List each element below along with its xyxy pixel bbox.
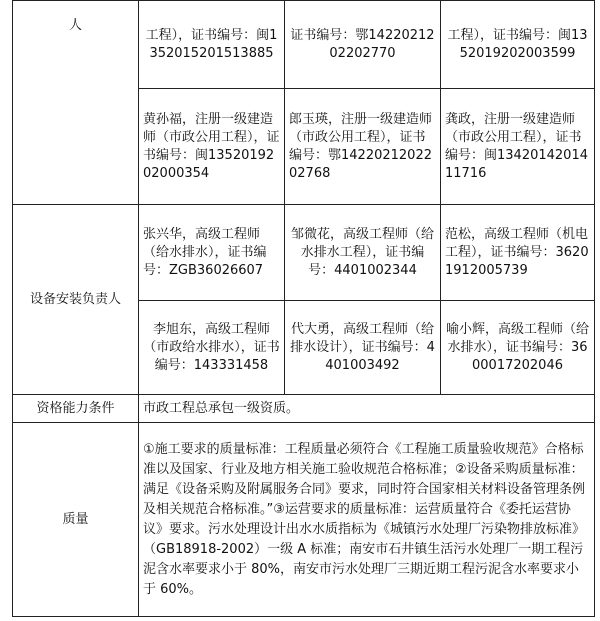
- cell-r1-c1: 工程），证书编号：闽1352015201513885: [139, 1, 285, 89]
- row-label-equipment-install: 设备安装负责人: [13, 205, 139, 395]
- cell-qualification-value: 市政工程总承包一级资质。: [139, 395, 595, 423]
- cell-r2-c1: 黄孙福，注册一级建造师（市政公用工程），证书编号：闽1352019202000354: [139, 89, 285, 205]
- table-row: [13, 1, 595, 89]
- document-page: [12, 0, 594, 618]
- row-label-qualification: 资格能力条件: [13, 395, 139, 423]
- cell-r4-c3: 喻小辉，高级工程师（给水排水），证书编号：3600017202046: [441, 301, 595, 395]
- personnel-qualification-table: [12, 0, 595, 617]
- row-label-person: 人: [13, 1, 139, 205]
- table-row: [13, 395, 595, 423]
- cell-r3-c2: 邹微花，高级工程师（给水排水工程），证书编号：4401002344: [285, 205, 441, 301]
- cell-r4-c2: 代大勇，高级工程师（给排水设计），证书编号：4401003492: [285, 301, 441, 395]
- table-row: [13, 205, 595, 301]
- cell-r2-c3: 龚政，注册一级建造师（市政公用工程），证书编号：闽1342014201411716: [441, 89, 595, 205]
- cell-r2-c2: 郎玉瑛，注册一级建造师（市政公用工程），证书编号：鄂1422021202202768: [285, 89, 441, 205]
- cell-r1-c3: 工程），证书编号：闽1352019202003599: [441, 1, 595, 89]
- cell-r1-c2: 证书编号：鄂1422021202202770: [285, 1, 441, 89]
- cell-r3-c3: 范松，高级工程师（机电工程），证书编号：36201912005739: [441, 205, 595, 301]
- row-label-quality: 质量: [13, 423, 139, 617]
- table-row: [13, 423, 595, 617]
- cell-quality-value: ①施工要求的质量标准：工程质量必须符合《工程施工质量验收规范》合格标准以及国家、行业及地方相关施工验收规范合格标准；②设备采购质量标准：满足《设备采购及附属服务合同》要求，同时符合国家相关材料设备管理条例及相关规范合格标准。”③运营要求的质量标准：运营质量符合《委托运营协议》要求。污水处理设计出水水质指标为《城镇污水处理厂污染物排放标准》（GB18918-2002）一级 A 标准；南安市石井镇生活污水处理厂一期工程污泥含水率要求小于 80%，南安市污水处理厂三期近期工程污泥含水率要求小于 60%。: [139, 423, 595, 617]
- cell-r3-c1: 张兴华，高级工程师（给水排水），证书编号：ZGB36026607: [139, 205, 285, 301]
- cell-r4-c1: 李旭东，高级工程师（市政给水排水），证书编号：143331458: [139, 301, 285, 395]
